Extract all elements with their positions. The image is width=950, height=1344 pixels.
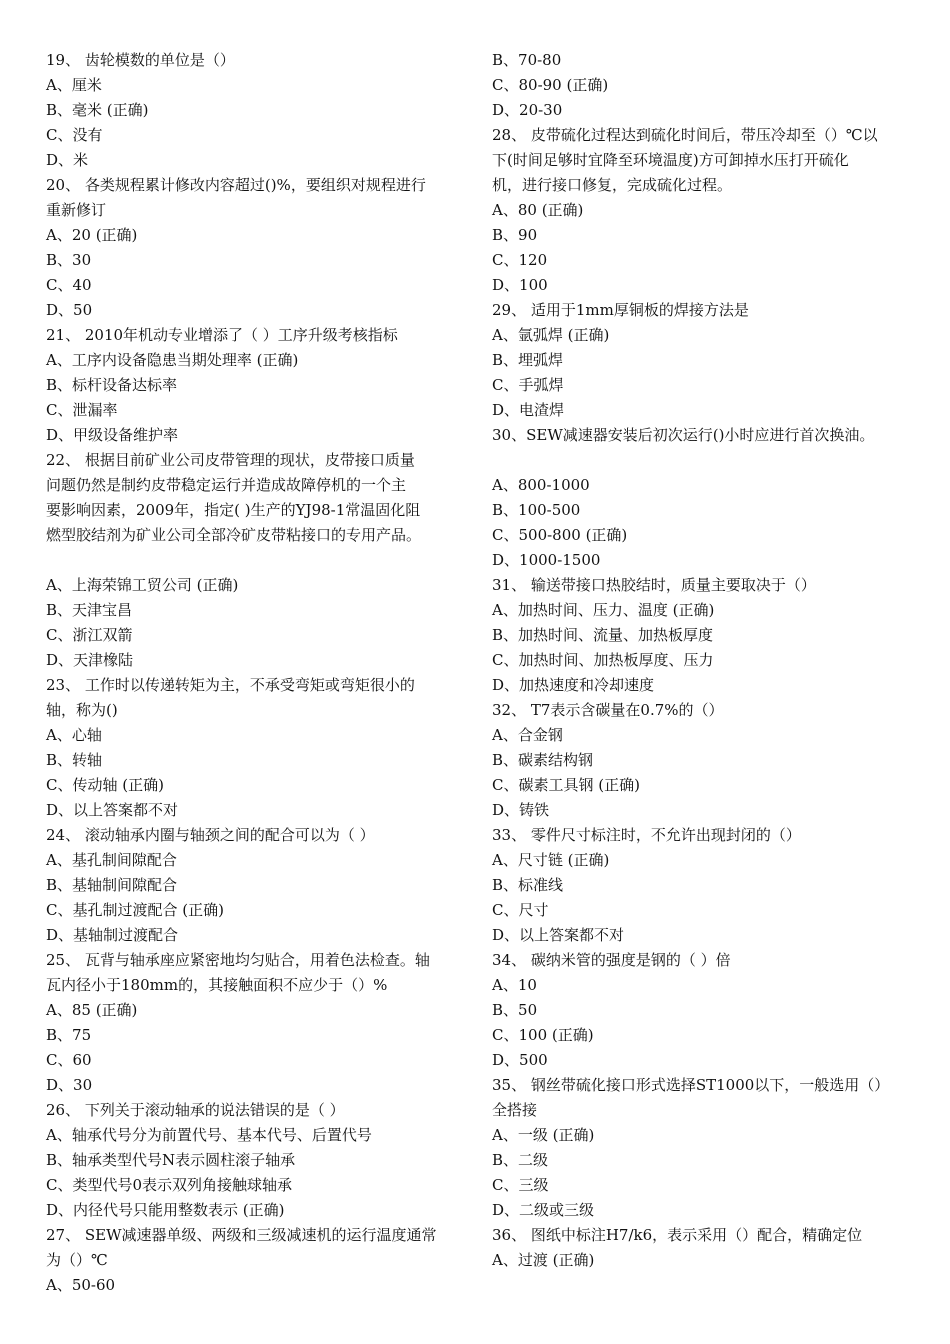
text-line: B、埋弧焊	[492, 351, 564, 369]
question-line: 22、 根据目前矿业公司皮带管理的现状，皮带接口质量	[46, 451, 415, 469]
text-line: A、工序内设备隐患当期处理率 (正确)	[46, 351, 299, 369]
text-line: C、80-90 (正确)	[492, 76, 609, 94]
text-line: A、尺寸链 (正确)	[492, 851, 610, 869]
text-line: B、毫米 (正确)	[46, 101, 149, 119]
text-line: B、30	[46, 251, 92, 269]
text-line: D、以上答案都不对	[492, 926, 625, 944]
text-line: A、85 (正确)	[46, 1001, 138, 1019]
question-line: 36、 图纸中标注H7/k6，表示采用（）配合，精确定位	[492, 1226, 863, 1244]
question-line: 21、 2010年机动专业增添了（ ）工序升级考核指标	[46, 326, 398, 344]
text-line: B、碳素结构钢	[492, 751, 594, 769]
text-line: D、100	[492, 276, 548, 294]
text-line: D、30	[46, 1076, 93, 1094]
text-line: C、手弧焊	[492, 376, 564, 394]
text-line: D、加热速度和冷却速度	[492, 676, 655, 694]
text-line: A、氩弧焊 (正确)	[492, 326, 610, 344]
text-line: 轴，称为()	[46, 701, 118, 719]
text-line: 重新修订	[46, 201, 107, 219]
text-line: A、50-60	[46, 1276, 116, 1294]
text-line: C、基孔制过渡配合 (正确)	[46, 901, 224, 919]
text-line: B、70-80	[492, 51, 562, 69]
text-line: B、加热时间、流量、加热板厚度	[492, 626, 714, 644]
text-line: A、轴承代号分为前置代号、基本代号、后置代号	[46, 1126, 372, 1144]
text-line: D、内径代号只能用整数表示 (正确)	[46, 1201, 285, 1219]
text-line: 机，进行接口修复，完成硫化过程。	[492, 176, 733, 194]
text-line: D、20-30	[492, 101, 563, 119]
question-line: 35、 钢丝带硫化接口形式选择ST1000以下，一般选用（）	[492, 1076, 890, 1094]
text-line: C、浙江双箭	[46, 626, 133, 644]
text-line: A、上海荣锦工贸公司 (正确)	[46, 576, 239, 594]
text-line: C、尺寸	[492, 901, 549, 919]
text-line: 全搭接	[492, 1101, 538, 1119]
text-line: B、转轴	[46, 751, 103, 769]
question-line: 19、 齿轮模数的单位是（）	[46, 51, 235, 69]
text-line: B、50	[492, 1001, 538, 1019]
right-column	[492, 48, 912, 1273]
text-line: A、加热时间、压力、温度 (正确)	[492, 601, 715, 619]
text-line: D、甲级设备维护率	[46, 426, 179, 444]
text-line: C、100 (正确)	[492, 1026, 594, 1044]
text-line: B、基轴制间隙配合	[46, 876, 178, 894]
text-line: C、加热时间、加热板厚度、压力	[492, 651, 714, 669]
text-line: D、50	[46, 301, 93, 319]
text-line: 为（）℃	[46, 1251, 108, 1269]
text-line: C、传动轴 (正确)	[46, 776, 164, 794]
text-line: C、40	[46, 276, 92, 294]
text-line: A、800-1000	[492, 476, 590, 494]
question-line: 30、SEW减速器安装后初次运行()小时应进行首次换油。	[492, 426, 875, 444]
question-line: 23、 工作时以传递转矩为主，不承受弯矩或弯矩很小的	[46, 676, 415, 694]
text-line: 要影响因素，2009年，指定( )生产的YJ98-1常温固化阻	[46, 501, 421, 519]
left-column	[46, 48, 462, 1298]
text-line: D、二级或三级	[492, 1201, 595, 1219]
text-line: C、三级	[492, 1176, 549, 1194]
text-line: 燃型胶结剂为矿业公司全部冷矿皮带粘接口的专用产品。	[46, 526, 422, 544]
text-line: B、天津宝昌	[46, 601, 133, 619]
text-line: C、没有	[46, 126, 103, 144]
text-line: A、心轴	[46, 726, 102, 744]
text-line: D、天津橡陆	[46, 651, 134, 669]
text-line: A、80 (正确)	[492, 201, 584, 219]
text-line: 瓦内径小于180mm的，其接触面积不应少于（）%	[46, 976, 388, 994]
text-line: D、基轴制过渡配合	[46, 926, 179, 944]
question-line: 27、 SEW减速器单级、两级和三级减速机的运行温度通常	[46, 1226, 437, 1244]
text-line: A、20 (正确)	[46, 226, 138, 244]
text-line: D、以上答案都不对	[46, 801, 179, 819]
text-line: B、标准线	[492, 876, 564, 894]
text-line: C、120	[492, 251, 548, 269]
text-line: A、10	[492, 976, 537, 994]
question-line: 34、 碳纳米管的强度是钢的（ ）倍	[492, 951, 731, 969]
question-line: 25、 瓦背与轴承座应紧密地均匀贴合，用着色法检查。轴	[46, 951, 430, 969]
question-line: 29、 适用于1mm厚铜板的焊接方法是	[492, 301, 749, 319]
text-line: D、1000-1500	[492, 551, 601, 569]
question-line: 28、 皮带硫化过程达到硫化时间后，带压冷却至（）℃以	[492, 126, 878, 144]
text-line: C、泄漏率	[46, 401, 118, 419]
text-line: A、基孔制间隙配合	[46, 851, 177, 869]
text-line: D、米	[46, 151, 89, 169]
blank-line	[492, 448, 912, 473]
text-line: 下(时间足够时宜降至环境温度)方可卸掉水压打开硫化	[492, 151, 849, 169]
text-line: B、90	[492, 226, 538, 244]
text-line: B、轴承类型代号N表示圆柱滚子轴承	[46, 1151, 296, 1169]
question-line: 20、 各类规程累计修改内容超过()%，要组织对规程进行	[46, 176, 426, 194]
text-line: D、电渣焊	[492, 401, 565, 419]
text-line: C、60	[46, 1051, 92, 1069]
text-line: A、过渡 (正确)	[492, 1251, 595, 1269]
text-line: A、厘米	[46, 76, 102, 94]
text-line: B、100-500	[492, 501, 581, 519]
question-line: 32、 T7表示含碳量在0.7%的（）	[492, 701, 724, 719]
question-line: 26、 下列关于滚动轴承的说法错误的是（ ）	[46, 1101, 345, 1119]
text-line: C、碳素工具钢 (正确)	[492, 776, 640, 794]
question-line: 31、 输送带接口热胶结时，质量主要取决于（）	[492, 576, 816, 594]
blank-line	[46, 548, 462, 573]
text-line: A、合金钢	[492, 726, 563, 744]
question-line: 24、 滚动轴承内圈与轴颈之间的配合可以为（ ）	[46, 826, 375, 844]
text-line: A、一级 (正确)	[492, 1126, 595, 1144]
text-line: D、铸铁	[492, 801, 550, 819]
question-line: 33、 零件尺寸标注时，不允许出现封闭的（）	[492, 826, 801, 844]
text-line: B、标杆设备达标率	[46, 376, 178, 394]
text-line: B、75	[46, 1026, 92, 1044]
text-line: C、500-800 (正确)	[492, 526, 628, 544]
text-line: D、500	[492, 1051, 548, 1069]
text-line: C、类型代号0表示双列角接触球轴承	[46, 1176, 293, 1194]
text-line: B、二级	[492, 1151, 549, 1169]
text-line: 问题仍然是制约皮带稳定运行并造成故障停机的一个主	[46, 476, 407, 494]
